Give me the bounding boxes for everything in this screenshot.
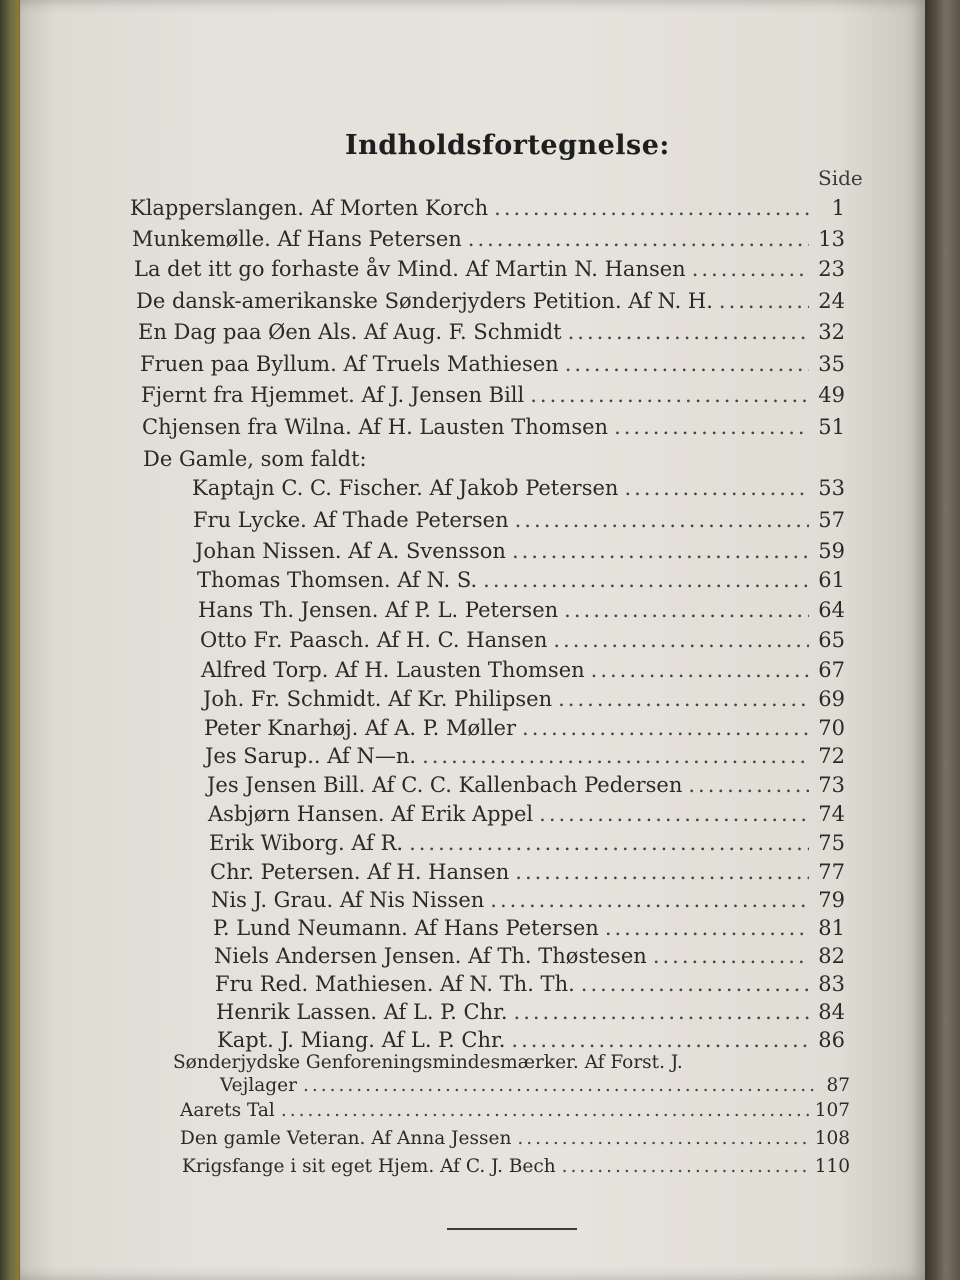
toc-dot-leader	[539, 802, 809, 826]
toc-entry-page: 64	[818, 598, 845, 622]
toc-dot-leader	[303, 1075, 814, 1096]
toc-dot-leader	[653, 944, 809, 968]
toc-entry-title: Krigsfange i sit eget Hjem. Af C. J. Bech	[182, 1156, 556, 1177]
toc-entry	[201, 658, 845, 690]
toc-dot-leader	[512, 539, 809, 563]
toc-entry-page: 72	[818, 744, 845, 768]
toc-entry-title: Niels Andersen Jensen. Af Th. Thøstesen	[214, 944, 647, 968]
toc-dot-leader	[530, 383, 809, 407]
toc-entry-page: 69	[818, 687, 845, 711]
toc-entry-title: La det itt go forhaste åv Mind. Af Martin N. Hansen	[134, 257, 686, 281]
toc-entry-title: Jes Jensen Bill. Af C. C. Kallenbach Pedersen	[207, 773, 683, 797]
toc-entry-page: 84	[818, 1000, 845, 1024]
toc-entry	[130, 196, 845, 228]
toc-dot-leader	[281, 1100, 809, 1121]
toc-entry-page: 67	[818, 658, 845, 682]
toc-dot-leader	[568, 320, 809, 344]
toc-dot-leader	[614, 415, 809, 439]
toc-entry	[192, 476, 845, 508]
toc-dot-leader	[514, 1000, 809, 1024]
toc-entry-title: Vejlager	[220, 1075, 297, 1096]
toc-entry-page: 110	[814, 1156, 850, 1177]
toc-dot-leader	[565, 352, 809, 376]
toc-dot-leader	[409, 831, 809, 855]
toc-entry-page: 1	[831, 196, 845, 220]
toc-entry-page: 73	[818, 773, 845, 797]
toc-entry-title: De Gamle, som faldt:	[143, 447, 367, 471]
toc-entry	[141, 383, 845, 415]
toc-dot-leader	[692, 257, 809, 281]
toc-entry-title: Jes Sarup.. Af N—n.	[205, 744, 417, 768]
toc-entry-page: 23	[818, 257, 845, 281]
toc-entry	[134, 257, 845, 289]
toc-entry-title: Sønderjydske Genforeningsmindesmærker. Af Forst. J.	[173, 1052, 683, 1073]
toc-entry-title: Thomas Thomsen. Af N. S.	[197, 568, 478, 592]
toc-entry-title: Henrik Lassen. Af L. P. Chr.	[216, 1000, 508, 1024]
toc-entry	[208, 802, 845, 834]
toc-entry	[193, 508, 845, 540]
toc-entry-title: Fruen paa Byllum. Af Truels Mathiesen	[140, 352, 559, 376]
toc-entry-title: Klapperslangen. Af Morten Korch	[130, 196, 489, 220]
toc-entry	[142, 415, 845, 447]
toc-entry-page: 32	[818, 320, 845, 344]
toc-dot-leader	[591, 658, 809, 682]
toc-entry	[138, 320, 845, 352]
toc-entry-title: Asbjørn Hansen. Af Erik Appel	[208, 802, 534, 826]
toc-entry-page: 82	[818, 944, 845, 968]
toc-entry-page: 83	[818, 972, 845, 996]
toc-entry	[143, 447, 845, 479]
toc-dot-leader	[522, 716, 809, 740]
toc-entry-page: 81	[818, 916, 845, 940]
toc-entry-title: Chjensen fra Wilna. Af H. Lausten Thomsen	[142, 415, 609, 439]
toc-dot-leader	[562, 1156, 809, 1177]
toc-entry-page: 107	[814, 1100, 850, 1121]
toc-entry-page: 35	[818, 352, 845, 376]
toc-dot-leader	[624, 476, 809, 500]
toc-entry	[182, 1156, 850, 1188]
page-title: Indholdsfortegnelse:	[345, 130, 670, 161]
toc-dot-leader	[490, 888, 809, 912]
toc-dot-leader	[422, 744, 809, 768]
toc-entry-title: Fru Lycke. Af Thade Petersen	[193, 508, 509, 532]
toc-entry-page: 86	[818, 1028, 845, 1052]
toc-entry	[205, 744, 845, 776]
page-column-label: Side	[818, 166, 863, 190]
toc-entry-page: 13	[818, 227, 845, 251]
toc-entry-page: 53	[818, 476, 845, 500]
toc-entry-page: 61	[818, 568, 845, 592]
toc-entry-title: De dansk-amerikanske Sønderjyders Petition. Af N. H.	[136, 289, 713, 313]
toc-entry-page: 59	[818, 539, 845, 563]
toc-entry-title: Fjernt fra Hjemmet. Af J. Jensen Bill	[141, 383, 525, 407]
toc-entry	[195, 539, 845, 571]
toc-dot-leader	[515, 860, 809, 884]
toc-entry-page: 79	[818, 888, 845, 912]
toc-entry-page: 74	[818, 802, 845, 826]
closing-rule	[447, 1228, 577, 1230]
toc-entry-title: Kaptajn C. C. Fischer. Af Jakob Petersen	[192, 476, 619, 500]
toc-entry-title: En Dag paa Øen Als. Af Aug. F. Schmidt	[138, 320, 562, 344]
toc-dot-leader	[581, 972, 809, 996]
toc-dot-leader	[553, 628, 809, 652]
toc-entry-title: Hans Th. Jensen. Af P. L. Petersen	[198, 598, 559, 622]
toc-dot-leader	[688, 773, 809, 797]
toc-entry-title: Munkemølle. Af Hans Petersen	[132, 227, 462, 251]
toc-entry-title: Johan Nissen. Af A. Svensson	[195, 539, 506, 563]
toc-entry-page: 49	[818, 383, 845, 407]
toc-entry	[132, 227, 845, 259]
toc-entry-title: Joh. Fr. Schmidt. Af Kr. Philipsen	[203, 687, 553, 711]
toc-dot-leader	[558, 687, 809, 711]
toc-entry-page: 70	[818, 716, 845, 740]
toc-entry-page: 75	[818, 831, 845, 855]
toc-entry-page: 24	[818, 289, 845, 313]
toc-dot-leader	[511, 1028, 809, 1052]
toc-entry	[203, 687, 845, 719]
toc-entry	[207, 773, 845, 805]
toc-entry-page: 65	[818, 628, 845, 652]
toc-entry-page: 57	[818, 508, 845, 532]
toc-entry-title: Peter Knarhøj. Af A. P. Møller	[204, 716, 517, 740]
toc-entry	[209, 831, 845, 863]
toc-entry-page: 51	[818, 415, 845, 439]
toc-entry-title: Den gamle Veteran. Af Anna Jessen	[180, 1128, 512, 1149]
toc-entry-title: Erik Wiborg. Af R.	[209, 831, 404, 855]
toc-entry	[197, 568, 845, 600]
toc-dot-leader	[515, 508, 809, 532]
toc-entry-title: Fru Red. Mathiesen. Af N. Th. Th.	[215, 972, 575, 996]
toc-entry-title: Kapt. J. Miang. Af L. P. Chr.	[217, 1028, 506, 1052]
toc-dot-leader	[483, 568, 809, 592]
book-right-edge	[925, 0, 960, 1280]
toc-dot-leader	[719, 289, 809, 313]
toc-entry-title: Otto Fr. Paasch. Af H. C. Hansen	[200, 628, 548, 652]
toc-entry	[136, 289, 845, 321]
toc-entry-page: 77	[818, 860, 845, 884]
toc-entry	[140, 352, 845, 384]
toc-dot-leader	[564, 598, 809, 622]
toc-entry-title: P. Lund Neumann. Af Hans Petersen	[213, 916, 599, 940]
toc-dot-leader	[517, 1128, 808, 1149]
toc-entry-page: 87	[826, 1075, 850, 1096]
toc-entry-title: Nis J. Grau. Af Nis Nissen	[211, 888, 485, 912]
toc-dot-leader	[494, 196, 809, 220]
toc-dot-leader	[468, 227, 809, 251]
toc-dot-leader	[605, 916, 809, 940]
toc-entry-page: 108	[814, 1128, 850, 1149]
toc-entry-title: Aarets Tal	[180, 1100, 275, 1121]
toc-entry	[198, 598, 845, 630]
toc-entry	[200, 628, 845, 660]
toc-entry-title: Alfred Torp. Af H. Lausten Thomsen	[201, 658, 585, 682]
toc-entry-title: Chr. Petersen. Af H. Hansen	[210, 860, 510, 884]
